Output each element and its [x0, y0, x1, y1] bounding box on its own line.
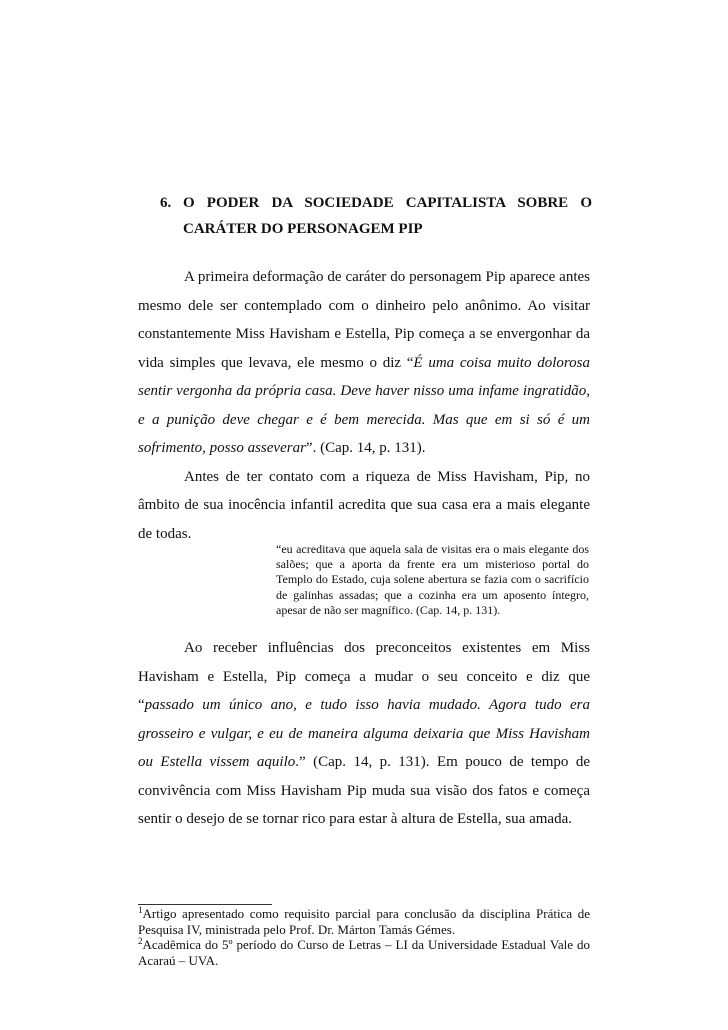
footnote-1 — [138, 906, 590, 937]
paragraph-3-citation: .” (Cap. 14, p. 131). Em pouco de tempo de convivência com Miss Havisham Pip muda sua visão dos fatos e começa sentir o desejo de se tornar rico para estar à altura de Estella, sua amada. — [138, 754, 590, 827]
paragraph-1-text: A primeira deformação de caráter do personagem Pip aparece antes mesmo dele ser contemplado com o dinheiro pelo anônimo. Ao visitar constantemente Miss Havisham e Estella, Pip começa a se envergonhar da vida simples que levava, ele mesmo o diz “ — [138, 269, 590, 371]
section-title-line1: O PODER DA SOCIEDADE CAPITALISTA SOBRE O — [183, 195, 592, 211]
block-quote: “eu acreditava que aquela sala de visitas era o mais elegante dos salões; que a aporta da frente era um misterioso portal do Templo do Estado, cuja solene abertura se fazia com o sacrifício de galinhas assadas; que a cozinha era um aposento íntegro, apesar de não ser magnífico. (Cap. 14, p. 131). — [276, 542, 589, 617]
footnote-separator — [138, 904, 272, 905]
body-block-2 — [138, 634, 590, 834]
footnote-2 — [138, 937, 590, 968]
footnote-1-mark: 1 — [138, 905, 143, 915]
paragraph-3-quote: passado um único ano, e tudo isso havia mudado. Agora tudo era grosseiro e vulgar, e eu de maneira alguma deixaria que Miss Havisham ou Estella vissem aquilo — [138, 697, 590, 770]
footnote-1-text: Artigo apresentado como requisito parcial para conclusão da disciplina Prática de Pesquisa IV, ministrada pelo Prof. Dr. Márton Tamás Gémes. — [138, 906, 590, 937]
paragraph-1 — [138, 263, 590, 463]
footnotes — [138, 906, 590, 968]
footnote-2-text: Acadêmica do 5º período do Curso de Letras – LI da Universidade Estadual Vale do Acaraú – UVA. — [138, 937, 590, 968]
body-block-1 — [138, 263, 590, 548]
footnote-2-mark: 2 — [138, 936, 143, 946]
paragraph-3 — [138, 634, 590, 834]
paragraph-2: Antes de ter contato com a riqueza de Miss Havisham, Pip, no âmbito de sua inocência infantil acredita que sua casa era a mais elegante de todas. — [138, 468, 590, 542]
section-number: 6. — [160, 195, 172, 211]
paragraph-3-text: Ao receber influências dos preconceitos existentes em Miss Havisham e Estella, Pip começa a mudar o seu conceito e diz que “ — [138, 640, 590, 713]
section-title-line2: CARÁTER DO PERSONAGEM PIP — [183, 221, 423, 237]
paragraph-1-citation: ”. (Cap. 14, p. 131). — [305, 440, 426, 456]
paragraph-1-quote: É uma coisa muito dolorosa sentir vergonha da própria casa. Deve haver nisso uma infame ingratidão, e a punição deve chegar e é bem merecida. Mas que em si só é um sofrimento, posso asseverar — [138, 354, 590, 456]
